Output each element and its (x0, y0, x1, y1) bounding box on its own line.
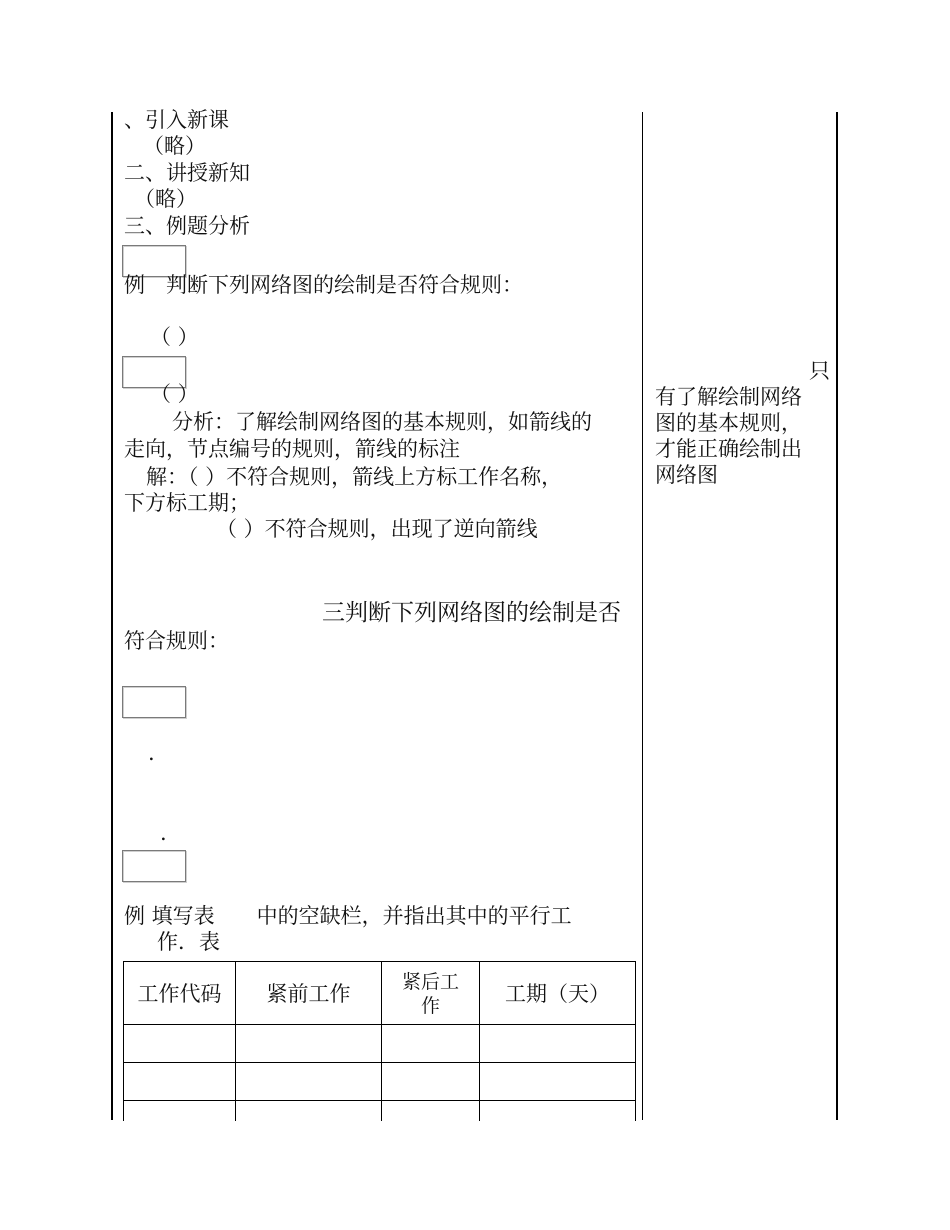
right-border (836, 112, 838, 1120)
header-work-code: 工作代码 (124, 962, 236, 1025)
section-1-title: 、引入新课 (124, 108, 229, 132)
section-2-body: （略） (134, 187, 197, 211)
section-3-title: 三、例题分析 (124, 214, 250, 238)
image-placeholder-3 (122, 686, 186, 718)
example-1-part-a: （ ） (150, 325, 199, 349)
header-following-work-line-2: 作 (420, 995, 440, 1017)
table-cell (382, 1101, 480, 1122)
example-1-text: 例 判断下列网络图的绘制是否符合规则： (124, 273, 523, 297)
solution-line-1: 解：（ ）不符合规则，箭线上方标工作名称， (146, 465, 563, 489)
side-note-line-4: 才能正确绘制出 (655, 437, 802, 461)
left-border (111, 112, 113, 1120)
example-2-line-1: 例 填写表 中的空缺栏，并指出其中的平行工 (124, 904, 572, 928)
table-cell (382, 1025, 480, 1063)
table-cell (480, 1063, 636, 1101)
analysis-line-1: 分析：了解绘制网络图的基本规则，如箭线的 (172, 410, 592, 434)
side-note-line-2: 有了解绘制网络 (655, 385, 802, 409)
image-placeholder-4 (122, 850, 186, 882)
table-row (124, 1025, 636, 1063)
example-1-part-b: （ ） (150, 382, 199, 406)
header-duration: 工期（天） (480, 962, 636, 1025)
section-2-title: 二、讲授新知 (124, 161, 250, 185)
work-table (123, 961, 636, 1121)
table-cell (124, 1063, 236, 1101)
header-following-work-line-1: 紧后工 (401, 971, 459, 993)
dot-mark-2: . (160, 821, 167, 845)
header-preceding-work: 紧前工作 (236, 962, 382, 1025)
table-row (124, 1101, 636, 1122)
table-cell (124, 1101, 236, 1122)
table-cell (124, 1025, 236, 1063)
analysis-line-2: 走向，节点编号的规则，箭线的标注 (124, 437, 460, 461)
table-cell (236, 1101, 382, 1122)
question-3-line-1: 三判断下列网络图的绘制是否 (322, 600, 621, 626)
table-cell (480, 1025, 636, 1063)
side-note-line-3: 图的基本规则， (655, 411, 802, 435)
example-2-line-2: 作．表 (157, 930, 220, 954)
table-cell (480, 1101, 636, 1122)
section-1-body: （略） (143, 134, 206, 158)
table-cell (236, 1025, 382, 1063)
column-divider (642, 112, 643, 1120)
header-following-work (382, 962, 480, 1025)
side-note (655, 358, 830, 488)
side-note-line-1: 只 (809, 359, 830, 383)
dot-mark-1: . (148, 741, 155, 765)
solution-line-2: 下方标工期； (124, 491, 250, 515)
table-cell (236, 1063, 382, 1101)
table-row (124, 1063, 636, 1101)
table-cell (382, 1063, 480, 1101)
side-note-line-5: 网络图 (655, 463, 718, 487)
solution-line-3: （ ）不符合规则，出现了逆向箭线 (216, 517, 538, 541)
question-3-line-2: 符合规则： (124, 629, 229, 653)
table-header-row (124, 962, 636, 1025)
